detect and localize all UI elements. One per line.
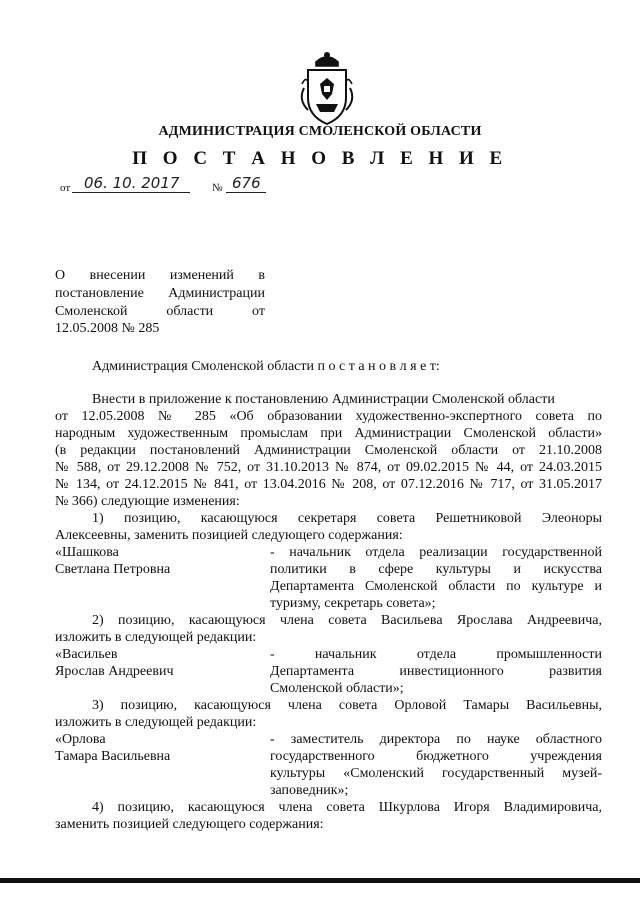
entry1-desc: политики в сфере культуры и искусства: [270, 562, 602, 577]
subject-line-3: Смоленской области от: [55, 304, 265, 319]
p1-line: № 134, от 24.12.2015 № 841, от 13.04.2016 № 208, от 07.12.2016 № 717, от 31.05.2017: [55, 477, 602, 492]
p1-line: № 588, от 29.12.2008 № 752, от 31.10.2013 № 874, от 09.02.2015 № 44, от 24.03.2015: [55, 460, 602, 475]
entry3-desc: государственного бюджетного учреждения: [270, 749, 602, 764]
entry2-desc: Смоленской области»;: [270, 681, 404, 696]
entry1-name: Светлана Петровна: [55, 562, 171, 577]
item2-line: изложить в следующей редакции:: [55, 630, 257, 645]
p1-line: Внести в приложение к постановлению Администрации Смоленской области: [92, 392, 555, 407]
entry1-name: «Шашкова: [55, 545, 119, 560]
document-type-title: П О С Т А Н О В Л Е Н И Е: [132, 148, 508, 169]
entry1-desc: - начальник отдела реализации государственной: [270, 545, 602, 560]
subject-line-4: 12.05.2008 № 285: [55, 321, 160, 336]
entry3-desc: заповедник»;: [270, 783, 349, 798]
p1-line: (в редакции постановлений Администрации Смоленской области от 21.10.2008: [55, 443, 602, 458]
item4-line: 4) позицию, касающуюся члена совета Шкурлова Игоря Владимировича,: [92, 800, 602, 815]
subject-line-2: постановление Администрации: [55, 286, 265, 301]
p1-line: народным художественным промыслам при Администрации Смоленской области»: [55, 426, 602, 441]
item1-line: Алексеевны, заменить позицией следующего содержания:: [55, 528, 403, 543]
coat-of-arms-emblem: [294, 48, 360, 128]
item1-line: 1) позицию, касающуюся секретаря совета Решетниковой Элеоноры: [92, 511, 602, 526]
entry2-name: Ярослав Андреевич: [55, 664, 174, 679]
entry2-name: «Васильев: [55, 647, 118, 662]
p1-line: от 12.05.2008 № 285 «Об образовании художественно-экспертного совета по: [55, 409, 602, 424]
item3-line: изложить в следующей редакции:: [55, 715, 257, 730]
subject-line-1: О внесении изменений в: [55, 268, 265, 283]
item4-line: заменить позицией следующего содержания:: [55, 817, 324, 832]
date-handwritten: 06. 10. 2017: [84, 174, 180, 192]
entry2-desc: - начальник отдела промышленности: [270, 647, 602, 662]
preamble: Администрация Смоленской области п о с т а н о в л я е т:: [92, 359, 440, 374]
date-prefix: от: [60, 182, 71, 194]
entry1-desc: Департамента Смоленской области по культуре и: [270, 579, 602, 594]
entry1-desc: туризму, секретарь совета»;: [270, 596, 436, 611]
scan-edge-bar: [0, 878, 640, 883]
entry3-desc: культуры «Смоленский государственный музей-: [270, 766, 602, 781]
organization-name: АДМИНИСТРАЦИЯ СМОЛЕНСКОЙ ОБЛАСТИ: [158, 124, 482, 139]
entry2-desc: Департамента инвестиционного развития: [270, 664, 602, 679]
number-underline: [226, 192, 266, 193]
entry3-name: «Орлова: [55, 732, 106, 747]
p1-line: № 366) следующие изменения:: [55, 494, 240, 509]
entry3-desc: - заместитель директора по науке областного: [270, 732, 602, 747]
item3-line: 3) позицию, касающуюся члена совета Орловой Тамары Васильевны,: [92, 698, 602, 713]
entry3-name: Тамара Васильевна: [55, 749, 171, 764]
item2-line: 2) позицию, касающуюся члена совета Васильева Ярослава Андреевича,: [92, 613, 602, 628]
number-handwritten: 676: [232, 174, 261, 192]
date-underline: [72, 192, 190, 193]
number-prefix: №: [212, 182, 223, 194]
